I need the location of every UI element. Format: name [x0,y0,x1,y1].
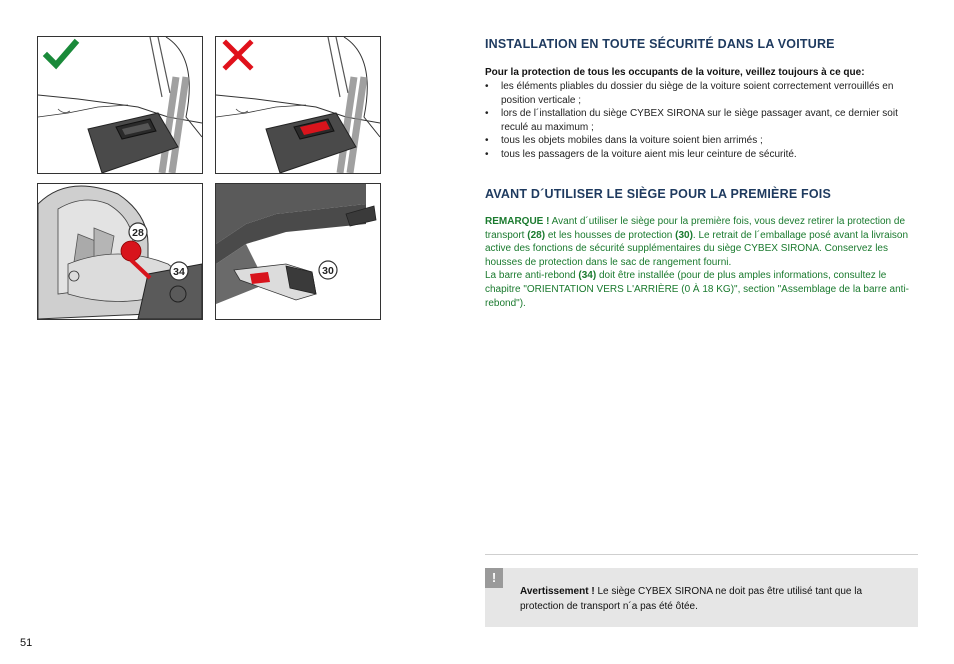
list-item: • tous les objets mobiles dans la voiture soient bien arrimés ; [485,135,763,146]
label-28: 28 [132,227,144,239]
bullet-list [485,80,915,161]
list-item: • les éléments pliables du dossier du siège de la voiture soient correctement verrouillés en position verticale ; [485,81,894,106]
ref-30: (30) [675,229,693,241]
page-number: 51 [20,637,33,649]
section-intro: Pour la protection de tous les occupants de la voiture, veillez toujours à ce que: [485,67,865,78]
remark-label: REMARQUE ! [485,216,550,227]
warning-icon: ! [485,568,503,588]
bullet-symbol: • [485,148,489,160]
figure-protective-cover-30 [215,183,381,320]
figure-correct-installation [37,36,203,174]
divider [485,554,918,555]
section-title-first-use: AVANT D´UTILISER LE SIÈGE POUR LA PREMIÈRE FOIS [485,187,831,201]
bullet-symbol: • [485,81,489,92]
figure-incorrect-installation [215,36,381,174]
bullet-symbol: • [485,135,489,146]
cross-icon [220,41,256,71]
ref-28: (28) [527,229,546,241]
label-34: 34 [173,266,185,278]
bullet-symbol: • [485,108,489,119]
figure-seat-parts-28-34 [37,183,203,320]
warning-label: Avertissement ! [520,586,595,597]
section-title-installation: INSTALLATION EN TOUTE SÉCURITÉ DANS LA VOITURE [485,37,835,51]
label-30: 30 [322,265,334,277]
list-item: • tous les passagers de la voiture aient mis leur ceinture de sécurité. [485,148,797,160]
remark-paragraph: REMARQUE ! Avant d´utiliser le siège pour la première fois, vous devez retirer la protection de transport (28) et les housses de protection (30). Le retrait de l´emballage posé avant la livraison active des fonctions de sécurité supplémentaires du siège CYBEX SIRONA. Conservez les housses de protection dans le sac de rangement fourni. La barre anti-rebond (34) doit être installée (pour de plus amples informations, consultez le chapitre "ORIENTATION VERS L'ARRIÈRE (0 À 18 KG)", section "Assemblage de la barre anti-rebond"). [485,216,910,309]
list-item: • lors de l´installation du siège CYBEX SIRONA sur le siège passager avant, ce dernier soit reculé au maximum ; [485,108,898,133]
warning-text: Avertissement ! Le siège CYBEX SIRONA ne doit pas être utilisé tant que la protection de transport n´a pas été ôtée. [520,586,863,612]
check-icon [42,41,78,71]
ref-34: (34) [578,270,597,282]
